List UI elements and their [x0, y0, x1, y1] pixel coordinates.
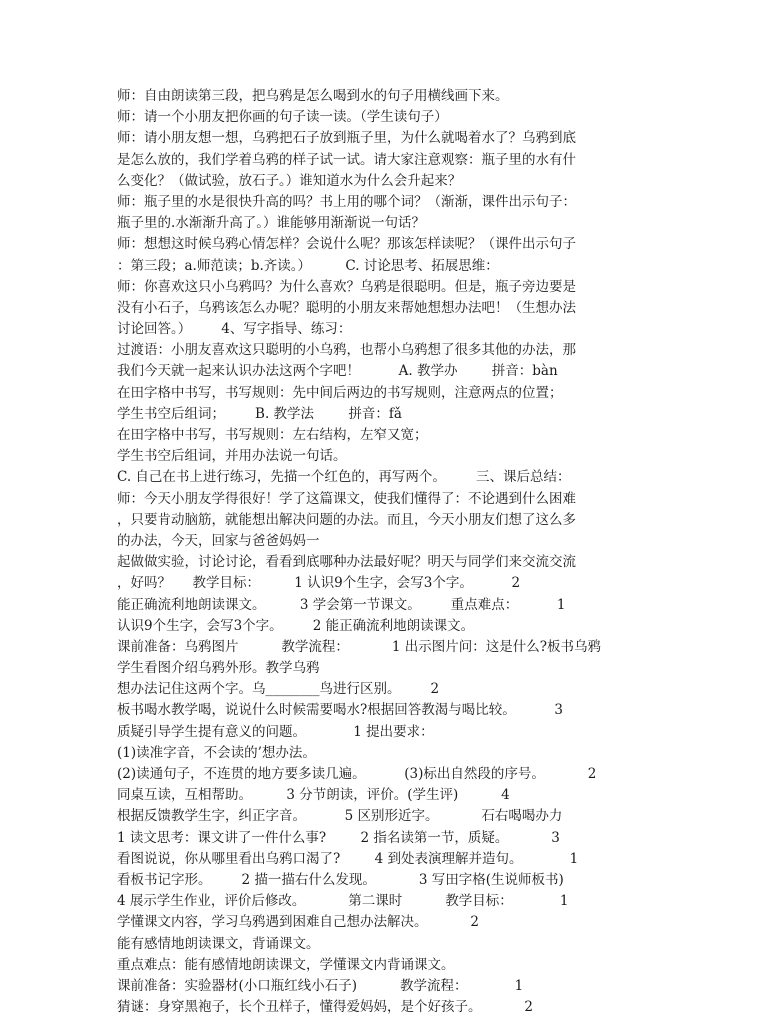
- text-line: ：第三段；a.师范读；b.齐读。） C. 讨论思考、拓展思维：: [117, 257, 499, 274]
- text-line: 起做做实验，讨论讨论，看看到底哪种办法最好呢？明天与同学们来交流交流: [117, 554, 576, 571]
- text-line: 看图说说，你从哪里看出乌鸦口渴了? 4 到处表演理解并造句。 1: [117, 850, 579, 867]
- text-line: 师：瓶子里的水是很快升高的吗？书上用的哪个词？（渐渐，课件出示句子：: [117, 193, 576, 210]
- text-line: 在田字格中书写，书写规则：左右结构，左窄又宽；: [117, 427, 428, 443]
- text-line: 4 展示学生作业，评价后修改。 第二课时 教学目标： 1: [117, 893, 569, 910]
- text-line: 认识9个生字，会写3个字。 2 能正确流利地朗读课文。: [117, 617, 475, 634]
- text-line: 瓶子里的.水渐渐升高了。）谁能够用渐渐说一句话？: [117, 215, 426, 232]
- text-line: 师：自由朗读第三段，把乌鸦是怎么喝到水的句子用横线画下来。: [117, 88, 509, 104]
- text-line: 1 读文思考：课文讲了一件什么事? 2 指名读第一节，质疑。 3: [117, 829, 560, 846]
- text-line: 课前准备：实验器材(小口瓶红线小石子) 教学流程： 1: [117, 977, 524, 994]
- text-line: 师：请小朋友想一想，乌鸦把石子放到瓶子里，为什么就喝着水了？乌鸦到底: [117, 130, 576, 147]
- text-line: 学生看图介绍乌鸦外形。教学乌鸦: [117, 660, 320, 677]
- text-line: 课前准备：乌鸦图片 教学流程： 1 出示图片问：这是什么?板书乌鸦: [117, 638, 601, 655]
- text-line: 重点难点：能有感情地朗读课文，学懂课文内背诵课文。: [117, 956, 455, 973]
- text-line: 学生书空后组词，并用办法说一句话。: [117, 448, 347, 465]
- text-line: 看板书记字形。 2 描一描右什么发现。 3 写田字格(生说师板书): [117, 871, 564, 888]
- text-line: (1)读准字音，不会读的’想办法。: [117, 744, 316, 761]
- text-line: 板书喝水教学喝，说说什么时候需要喝水?根据回答教渴与喝比较。 3: [117, 702, 563, 719]
- text-line: 过渡语：小朋友喜欢这只聪明的小乌鸦，也帮小乌鸦想了很多其他的办法，那: [117, 342, 576, 359]
- text-line: 师：想想这时候乌鸦心情怎样？会说什么呢？那该怎样读呢？（课件出示句子: [117, 236, 576, 253]
- text-line: 同桌互读，互相帮助。 3 分节朗读，评价。(学生评) 4: [117, 787, 510, 804]
- text-line: 根据反馈教学生字，纠正字音。 5 区别形近字。 石右喝喝办力: [117, 808, 563, 825]
- text-line: 讨论回答。） 4、写字指导、练习：: [117, 321, 352, 338]
- text-line: 师：你喜欢这只小乌鸦吗？为什么喜欢？乌鸦是很聪明。但是，瓶子旁边要是: [117, 278, 576, 295]
- document-body: [117, 86, 662, 1018]
- text-line: C. 自己在书上进行练习，先描一个红色的，再写两个。 三、课后总结：: [117, 469, 571, 486]
- text-line: 么变化？（做试验，放石子。）谁知道水为什么会升起来？: [117, 172, 462, 189]
- text-line: ，好吗？ 教学目标： 1 认识9个生字，会写3个字。 2: [117, 575, 521, 592]
- text-line: 想办法记住这两个字。乌________鸟进行区别。 2: [117, 681, 440, 698]
- text-line: 在田字格中书写，书写规则：先中间后两边的书写规则，注意两点的位置；: [117, 384, 563, 401]
- text-line: 能有感情地朗读课文，背诵课文。: [117, 935, 320, 952]
- text-line: (2)读通句子，不连贯的地方要多读几遍。 (3)标出自然段的序号。 2: [117, 766, 597, 782]
- text-line: 我们今天就一起来认识办法这两个字吧！ A. 教学办 拼音：bàn: [117, 363, 558, 380]
- text-line: 师：请一个小朋友把你画的句子读一读。（学生读句子）: [117, 109, 448, 126]
- text-line: 师：今天小朋友学得很好！学了这篇课文，使我们懂得了：不论遇到什么困难: [117, 490, 576, 507]
- text-line: 是怎么放的，我们学着乌鸦的样子试一试。请大家注意观察：瓶子里的水有什: [117, 151, 576, 168]
- text-line: 没有小石子，乌鸦该怎么办呢？聪明的小朋友来帮她想想办法吧！（生想办法: [117, 299, 576, 316]
- text-line: ，只要肯动脑筋，就能想出解决问题的办法。而且，今天小朋友们想了这么多: [117, 511, 576, 528]
- text-line: 能正确流利地朗读课文。 3 学会第一节课文。 重点难点： 1: [117, 596, 566, 613]
- text-line: 学懂课文内容，学习乌鸦遇到困难自己想办法解决。 2: [117, 914, 480, 931]
- text-line: 的办法，今天，回家与爸爸妈妈一: [117, 532, 320, 549]
- text-line: 质疑引导学生提有意义的问题。 1 提出要求：: [117, 723, 434, 740]
- text-line: 猜谜：身穿黑袍子，长个丑样子，懂得爱妈妈，是个好孩子。 2: [117, 999, 534, 1016]
- text-line: 学生书空后组词； B. 教学法 拼音：fǎ: [117, 405, 402, 422]
